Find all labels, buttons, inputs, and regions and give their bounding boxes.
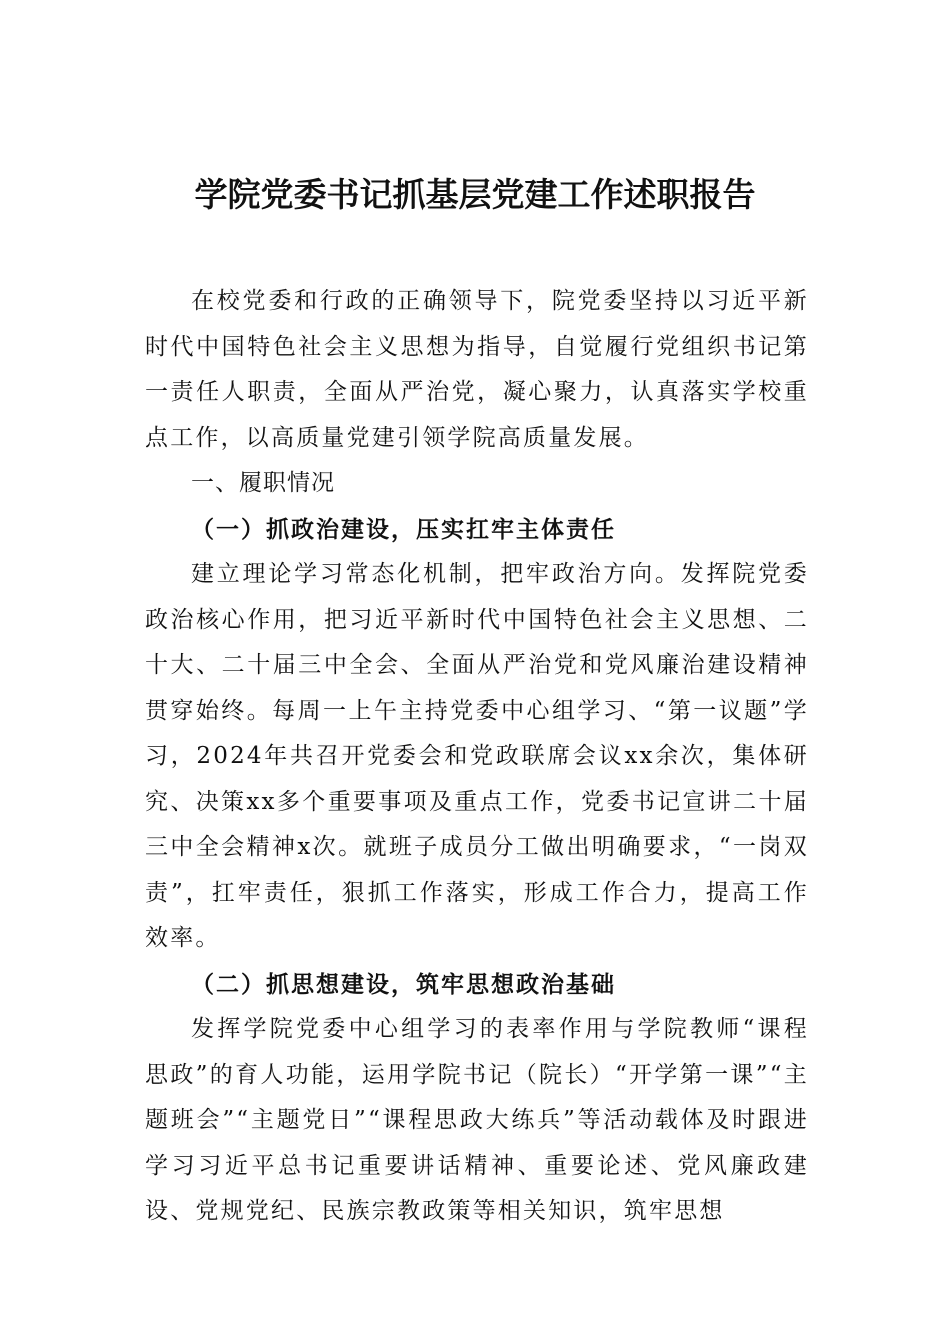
subsection-heading-ideological: （二）抓思想建设，筑牢思想政治基础	[191, 970, 616, 998]
section-heading-duties: 一、履职情况	[191, 470, 335, 496]
subsection-paragraph-political: 建立理论学习常态化机制，把牢政治方向。发挥院党委政治核心作用，把习近平新时代中国特色社会主义思想、二十大、二十届三中全会、全面从严治党和党风廉治建设精神贯穿始终。每周一上午主持党委中心组学习、“第一议题”学习，2024年共召开党委会和党政联席会议xx余次，集体研究、决策xx多个重要事项及重点工作，党委书记宣讲二十届三中全会精神x次。就班子成员分工做出明确要求，“一岗双责”，扛牢责任，狠抓工作落实，形成工作合力，提高工作效率。	[145, 561, 809, 951]
subsection-paragraph-ideological: 发挥学院党委中心组学习的表率作用与学院教师“课程思政”的育人功能，运用学院书记（院长）“开学第一课”“主题班会”“主题党日”“课程思政大练兵”等活动载体及时跟进学习习近平总书记重要讲话精神、重要论述、党风廉政建设、党规党纪、民族宗教政策等相关知识，筑牢思想	[145, 1016, 809, 1224]
subsection-heading-political: （一）抓政治建设，压实扛牢主体责任	[191, 515, 616, 543]
intro-paragraph: 在校党委和行政的正确领导下，院党委坚持以习近平新时代中国特色社会主义思想为指导，自觉履行党组织书记第一责任人职责，全面从严治党，凝心聚力，认真落实学校重点工作，以高质量党建引领学院高质量发展。	[145, 288, 809, 451]
document-body	[145, 279, 809, 1235]
document-title: 学院党委书记抓基层党建工作述职报告	[194, 175, 756, 214]
